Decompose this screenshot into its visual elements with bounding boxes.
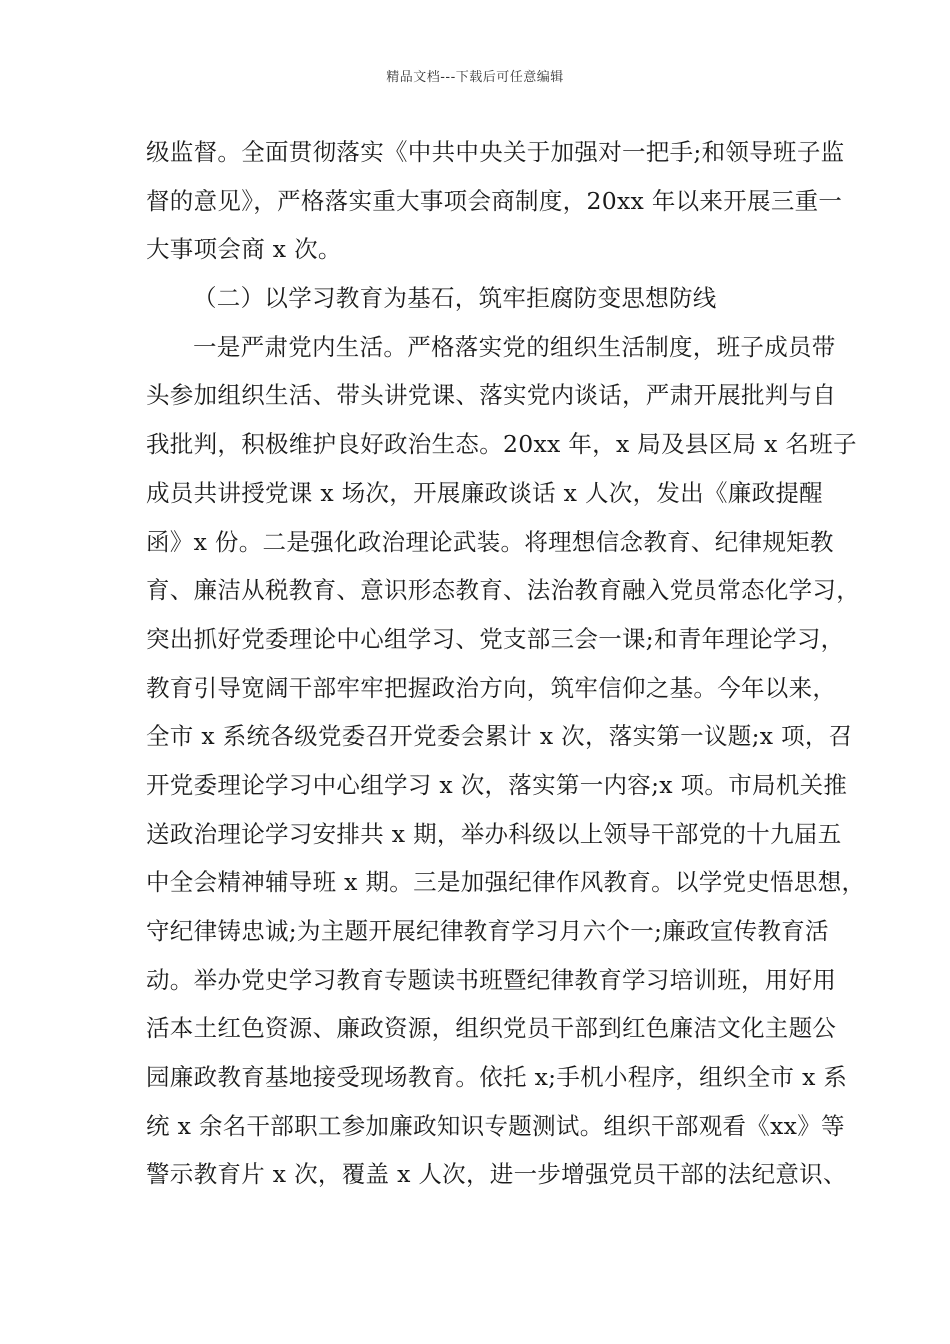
text-line: 园廉政教育基地接受现场教育。依托 x;手机小程序，组织全市 x 系: [146, 1063, 848, 1092]
text-line: 动。举办党史学习教育专题读书班暨纪律教育学习培训班，用好用: [146, 965, 837, 994]
text-line: 级监督。全面贯彻落实《中共中央关于加强对一把手;和领导班子监: [146, 138, 845, 166]
text-line: 统 x 余名干部职工参加廉政知识专题测试。组织干部观看《xx》等: [146, 1111, 845, 1140]
page-header: 精品文档---下载后可任意编辑: [386, 70, 564, 85]
text-line: 全市 x 系统各级党委召开党委会累计 x 次，落实第一议题;x 项，召: [146, 722, 853, 751]
text-line: 成员共讲授党课 x 场次，开展廉政谈话 x 人次，发出《廉政提醒: [146, 478, 823, 507]
text-line: 育、廉洁从税教育、意识形态教育、法治教育融入党员常态化学习，: [146, 576, 860, 605]
text-line: 开党委理论学习中心组学习 x 次，落实第一内容;x 项。市局机关推: [146, 770, 848, 799]
text-line: 中全会精神辅导班 x 期。三是加强纪律作风教育。以学党史悟思想，: [146, 868, 866, 897]
text-line: 突出抓好党委理论中心组学习、党支部三会一课;和青年理论学习，: [146, 624, 845, 653]
text-line: 大事项会商 x 次。: [146, 235, 342, 264]
text-line: 教育引导宽阔干部牢牢把握政治方向，筑牢信仰之基。今年以来，: [146, 673, 837, 702]
text-line: 警示教育片 x 次，覆盖 x 人次，进一步增强党员干部的法纪意识、: [146, 1160, 847, 1189]
document-body: [146, 128, 866, 1199]
text-line: 活本土红色资源、廉政资源，组织党员干部到红色廉洁文化主题公: [146, 1014, 837, 1043]
text-line: 头参加组织生活、带头讲党课、落实党内谈话，严肃开展批判与自: [146, 381, 837, 410]
text-line: 督的意见》，严格落实重大事项会商制度，20xx 年以来开展三重一: [146, 186, 843, 215]
text-line: 守纪律铸忠诚;为主题开展纪律教育学习月六个一;廉政宣传教育活: [146, 917, 829, 945]
text-line: 我批判，积极维护良好政治生态。20xx 年，x 局及县区局 x 名班子: [146, 430, 857, 459]
text-line: 送政治理论学习安排共 x 期，举办科级以上领导干部党的十九届五: [146, 819, 842, 848]
text-line: 函》x 份。二是强化政治理论武装。将理想信念教育、纪律规矩教: [146, 527, 834, 556]
paragraph-start: 一是严肃党内生活。严格落实党的组织生活制度，班子成员带: [193, 332, 836, 361]
section-heading: （二）以学习教育为基石，筑牢拒腐防变思想防线: [193, 284, 717, 313]
